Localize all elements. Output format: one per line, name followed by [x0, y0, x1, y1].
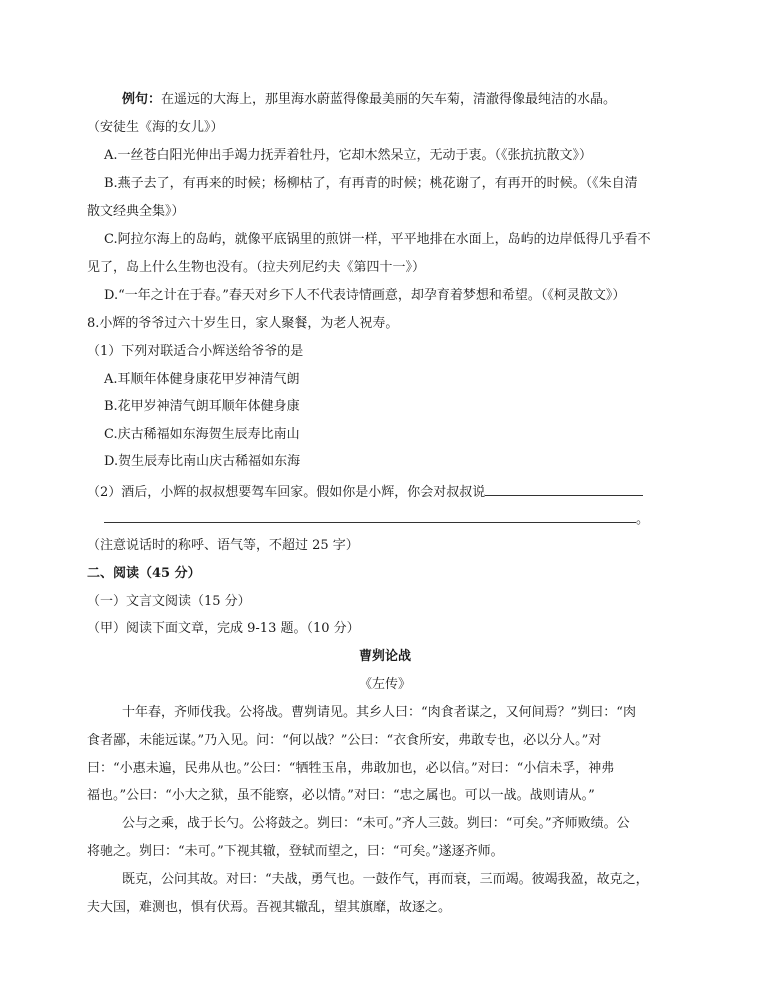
- q8-option-a: A.耳顺年体健身康花甲岁神清气朗: [104, 372, 300, 387]
- choice7-c-line1: C.阿拉尔海上的岛屿，就像平底锅里的煎饼一样，平平地排在水面上，岛屿的边岸低得几乎看不: [104, 232, 651, 247]
- q8-sub2-text: （2）酒后，小辉的叔叔想要驾车回家。假如你是小辉，你会对叔叔说: [87, 485, 486, 500]
- article-source: 《左传》: [358, 677, 411, 692]
- choice7-d: D.“一年之计在于春。”春天对乡下人不代表诗情画意，却孕育着梦想和希望。（《柯灵散文》）: [104, 288, 626, 303]
- q8-option-c: C.庆古稀福如东海贺生辰寿比南山: [104, 427, 300, 442]
- section2-part-a: （甲）阅读下面文章，完成 9-13 题。（10 分）: [87, 621, 360, 636]
- choice7-a: A.一丝苍白阳光伸出手竭力抚弄着牡丹，它却木然呆立，无动于衷。（《张抗抗散文》）: [104, 148, 593, 163]
- q8-sub1: （1）下列对联适合小辉送给爷爷的是: [87, 344, 304, 359]
- q8-note: （注意说话时的称呼、语气等，不超过 25 字）: [87, 538, 359, 553]
- answer-blank-1[interactable]: [485, 482, 643, 496]
- article-title: 曹刿论战: [358, 649, 411, 664]
- example-label: 例句：: [122, 92, 162, 107]
- q8-option-d: D.贺生辰寿比南山庆古稀福如东海: [104, 454, 301, 469]
- q8-answer-line2: [104, 509, 649, 529]
- choice7-b-line1: B.燕子去了，有再来的时候；杨柳枯了，有再青的时候；桃花谢了，有再开的时候。（《朱自清: [104, 176, 638, 191]
- answer-end-mark: 。: [636, 512, 650, 527]
- article-line-8: 夫大国，难测也，惧有伏焉。吾视其辙乱，望其旗靡，故逐之。: [87, 900, 452, 915]
- example-sentence: [122, 91, 616, 109]
- article-line-1: 十年春，齐师伐我。公将战。曹刿请见。其乡人曰：“肉食者谋之，又何间焉？”刿曰：“肉: [122, 705, 636, 720]
- article-line-5: 公与之乘，战于长勺。公将鼓之。刿曰：“未可。”齐人三鼓。刿曰：“可矣。”齐师败绩。公: [122, 816, 630, 831]
- section2-title: 二、阅读（45 分）: [87, 566, 201, 581]
- article-line-3: 曰：“小惠未遍，民弗从也。”公曰：“牺牲玉帛，弗敢加也，必以信。”对曰：“小信未孚，神弗: [87, 761, 615, 776]
- q8-option-b: B.花甲岁神清气朗耳顺年体健身康: [104, 399, 300, 414]
- article-line-7: 既克，公问其故。对曰：“夫战，勇气也。一鼓作气，再而衰，三而竭。彼竭我盈，故克之，: [122, 872, 649, 887]
- q8-sub2: [87, 482, 643, 502]
- example-text: 在遥远的大海上，那里海水蔚蓝得像最美丽的矢车菊，清澈得像最纯洁的水晶。: [161, 92, 617, 107]
- article-line-6: 将驰之。刿曰：“未可。”下视其辙，登轼而望之，曰：“可矣。”遂逐齐师。: [87, 844, 504, 859]
- article-line-4: 福也。”公曰：“小大之狱，虽不能察，必以情。”对曰：“忠之属也。可以一战。战则请从。”: [87, 788, 595, 803]
- section2-part1: （一）文言文阅读（15 分）: [87, 594, 251, 609]
- q8-stem: 8.小辉的爷爷过六十岁生日，家人聚餐，为老人祝寿。: [87, 316, 399, 331]
- example-source: （安徒生《海的女儿》）: [87, 120, 224, 135]
- choice7-b-line2: 散文经典全集》）: [87, 204, 185, 219]
- article-line-2: 食者鄙，未能远谋。”乃入见。问：“何以战？”公曰：“衣食所安，弗敢专也，必以分人。”对: [87, 733, 602, 748]
- choice7-c-line2: 见了，岛上什么生物也没有。（拉夫列尼约夫《第四十一》）: [87, 260, 426, 275]
- answer-blank-2[interactable]: [104, 509, 636, 523]
